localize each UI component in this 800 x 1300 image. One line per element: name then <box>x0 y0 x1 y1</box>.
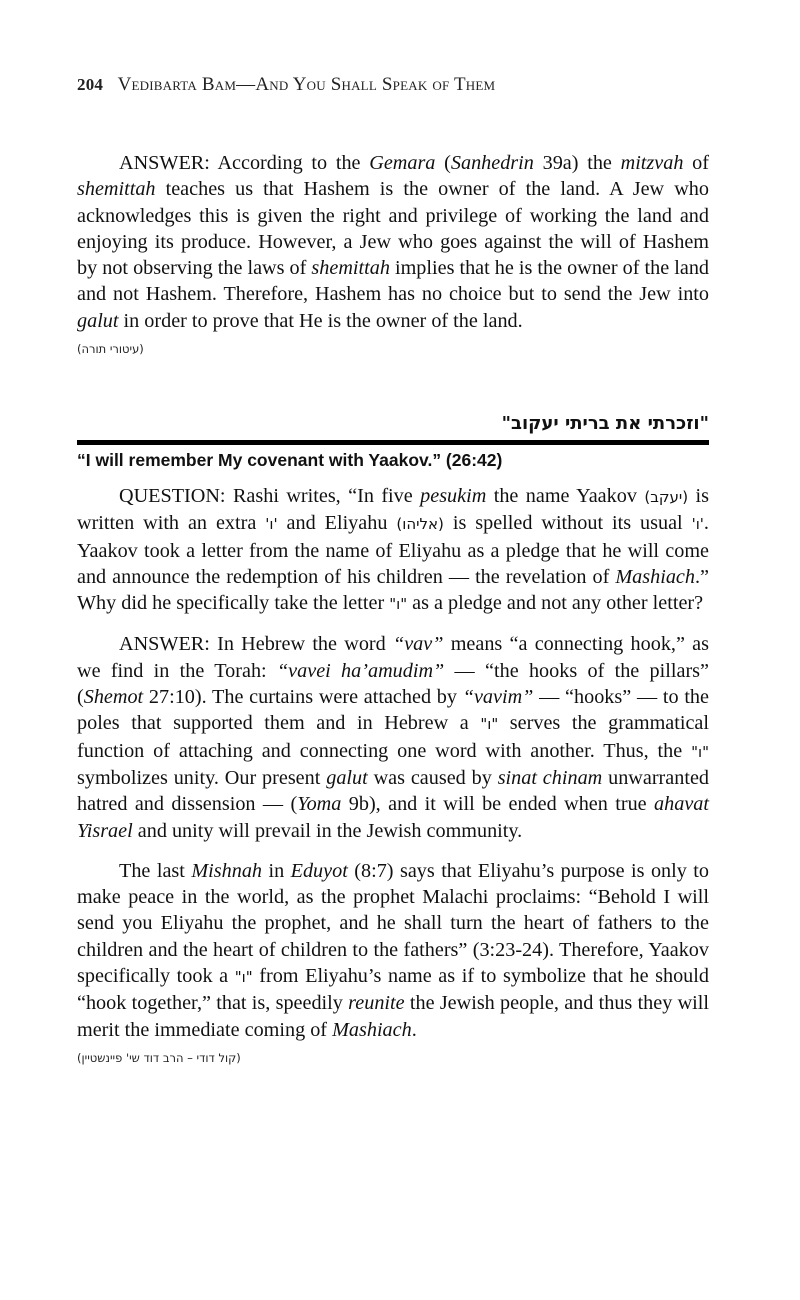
text: (8:7) says that Eliyahu’s purpose is only to make peace in the world, as the prophet Malachi proclaims: “Behold I will send you Eliyahu the prophet, and he shall turn the heart of fathers to the children and the heart of children to the fathers” (3:23-24). Therefore, Yaakov specifically took a <box>77 859 709 988</box>
source-citation: (עיטורי תורה) <box>77 342 144 357</box>
text: 39a) the <box>533 152 621 174</box>
hebrew-eliyahu: (אליהו) <box>396 515 444 534</box>
term-mishnah: Mishnah <box>191 859 262 882</box>
term-yoma: Yoma <box>297 793 342 816</box>
term-reunite: reunite <box>348 992 405 1015</box>
text: from Eliyahu’s name as if to symbolize that he should “hook together,” that is, speedily <box>77 965 709 1015</box>
hebrew-yaakov: (יעקב) <box>644 488 689 506</box>
term-mashiach: Mashiach <box>332 1018 412 1041</box>
text: QUESTION: Rashi writes, “In five <box>119 485 421 507</box>
running-head <box>77 74 709 96</box>
text: ( <box>435 152 451 174</box>
term-shemittah: shemittah <box>77 178 156 201</box>
term-vavei-haamudim: “vavei ha’amudim” <box>276 659 445 682</box>
source-citation: (קול דודי – הרב דוד שי' פיינשטיין) <box>77 1050 241 1065</box>
text: implies that he is the owner of the land and not Hashem. Therefore, Hashem has no choice but to send the Jew into <box>77 257 710 306</box>
term-vavim: “vavim” <box>462 686 534 709</box>
paragraph-gap <box>77 617 709 631</box>
text: and Eliyahu <box>277 512 397 535</box>
text: of <box>683 152 709 174</box>
text: — “the hooks of the pillars” ( <box>77 659 709 709</box>
term-galut: galut <box>326 766 368 789</box>
text: in order to prove that He is the owner of the land. <box>118 309 523 332</box>
hebrew-vav: "ו" <box>389 595 408 614</box>
term-mashiach: Mashiach <box>615 565 695 588</box>
term-pesukim: pesukim <box>420 485 487 507</box>
term-galut: galut <box>77 309 119 332</box>
text: — “hooks” — to the poles that supported them and in Hebrew a <box>77 686 709 735</box>
text: as a pledge and not any other letter? <box>407 592 704 615</box>
text: was caused by <box>367 766 498 789</box>
heading-rule <box>77 440 709 445</box>
hebrew-vav: 'ו' <box>265 515 278 534</box>
book-title: Vedibarta Bam—And You Shall Speak of Them <box>117 74 496 95</box>
english-verse-heading: “I will remember My covenant with Yaakov.” (26:42) <box>77 450 503 470</box>
term-shemot: Shemot <box>83 686 144 709</box>
text: the name Yaakov <box>486 485 645 507</box>
text: unwarranted hatred and dissension — ( <box>77 766 710 816</box>
term-eduyot: Eduyot <box>290 859 348 882</box>
hebrew-vav: 'ו' <box>691 515 704 534</box>
question-paragraph <box>77 483 709 617</box>
page-number: 204 <box>77 75 104 94</box>
term-vav: “vav” <box>392 633 444 656</box>
term-gemara: Gemara <box>369 152 436 174</box>
text: ANSWER: In Hebrew the word <box>119 633 393 656</box>
hebrew-vav: "ו" <box>480 715 499 734</box>
text: .” Why did he specifically take the letter <box>77 565 709 615</box>
answer-paragraph <box>77 150 709 334</box>
text: and unity will prevail in the Jewish community. <box>132 819 523 842</box>
text: 27:10). The curtains were attached by <box>143 686 463 709</box>
paragraph-gap <box>77 844 709 858</box>
term-shemittah: shemittah <box>311 257 390 280</box>
text: the Jewish people, and thus they will merit the immediate coming of <box>77 992 710 1041</box>
term-sanhedrin: Sanhedrin <box>450 152 534 174</box>
section-covenant-yaakov <box>77 483 709 1071</box>
text: is written with an extra <box>77 485 710 535</box>
hebrew-verse-heading: "וזכרתי את בריתי יעקוב" <box>501 413 709 434</box>
text: is spelled without its usual <box>443 512 692 535</box>
text: 9b), and it will be ended when true <box>341 793 655 816</box>
answer-paragraph <box>77 631 709 843</box>
text: . <box>411 1018 417 1041</box>
term-sinat-chinam: sinat chinam <box>497 766 603 789</box>
text: means “a connecting hook,” as we find in the Torah: <box>77 633 709 682</box>
section-shemittah-answer <box>77 150 709 362</box>
hebrew-vav: "ו" <box>234 968 253 987</box>
text: symbolizes unity. Our present <box>77 766 327 789</box>
term-mitzvah: mitzvah <box>620 152 684 174</box>
text: ANSWER: According to the <box>119 152 370 174</box>
text: . Yaakov took a letter from the name of Eliyahu as a pledge that he will come and announce the redemption of his children — the revelation of <box>77 512 709 588</box>
answer-paragraph-continued <box>77 858 709 1043</box>
text: in <box>262 859 291 882</box>
text: The last <box>119 859 192 882</box>
text: teaches us that Hashem is the owner of the land. A Jew who acknowledges this is given the right and privilege of working the land and enjoying its produce. However, a Jew who goes against the will of Hashem by not observing the laws of <box>77 178 709 280</box>
text: serves the grammatical function of attaching and connecting one word with another. Thus, the <box>77 712 709 762</box>
term-ahavat-yisrael: ahavat Yisrael <box>77 793 709 842</box>
hebrew-vav: "ו" <box>691 742 709 761</box>
